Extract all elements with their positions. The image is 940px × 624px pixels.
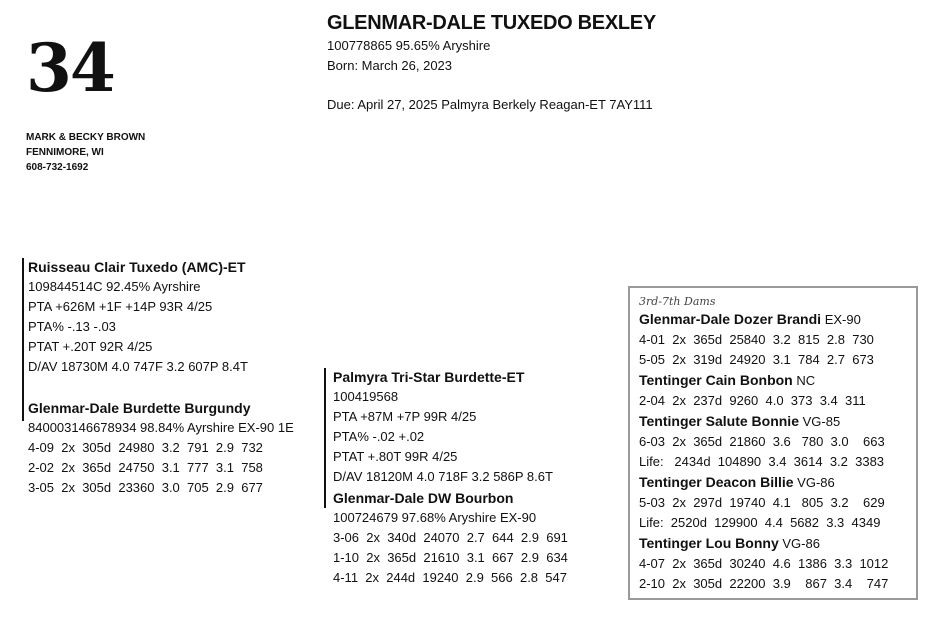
sire-line: 109844514C 92.45% Ayrshire xyxy=(28,279,201,294)
owner-city: FENNIMORE, WI xyxy=(26,147,104,158)
second-dam-line: 100724679 97.68% Aryshire EX-90 xyxy=(333,510,537,525)
additional-dams-box xyxy=(628,286,918,600)
dam-3-record: 5-05 2x 319d 24920 3.1 784 2.7 673 xyxy=(639,352,874,367)
animal-birth-date: Born: March 26, 2023 xyxy=(327,58,453,73)
dam-sire-name: Palmyra Tri-Star Burdette-ET xyxy=(333,369,525,385)
sire-line: D/AV 18730M 4.0 747F 3.2 607P 8.4T xyxy=(28,359,248,374)
dam-sire-line: PTA +87M +7P 99R 4/25 xyxy=(333,409,477,424)
dam-line: 840003146678934 98.84% Ayrshire EX-90 1E xyxy=(28,420,294,435)
animal-due-date: Due: April 27, 2025 Palmyra Berkely Reagan-ET 7AY111 xyxy=(327,97,653,112)
dam-block xyxy=(28,398,294,498)
owner-name: MARK & BECKY BROWN xyxy=(26,132,146,143)
second-dam-block xyxy=(333,488,568,588)
dam-7-record: 2-10 2x 305d 22200 3.9 867 3.4 747 xyxy=(639,576,889,591)
dam-3-score: EX-90 xyxy=(824,312,861,327)
dam-5-record: 6-03 2x 365d 21860 3.6 780 3.0 663 xyxy=(639,434,885,449)
dam-sire-line: 100419568 xyxy=(333,389,399,404)
dam-4-record: 2-04 2x 237d 9260 4.0 373 3.4 311 xyxy=(639,393,866,408)
sire-line: PTA +626M +1F +14P 93R 4/25 xyxy=(28,299,213,314)
dam-5-lifetime: Life: 2434d 104890 3.4 3614 3.2 3383 xyxy=(639,454,885,469)
animal-name: GLENMAR-DALE TUXEDO BEXLEY xyxy=(327,12,656,34)
dam-record: 2-02 2x 365d 24750 3.1 777 3.1 758 xyxy=(28,460,263,475)
dam-7-record: 4-07 2x 365d 30240 4.6 1386 3.3 1012 xyxy=(639,556,889,571)
pedigree-line-damsire-seconddam xyxy=(324,368,326,508)
dam-name: Glenmar-Dale Burdette Burgundy xyxy=(28,400,251,416)
dam-6-score: VG-86 xyxy=(797,475,835,490)
dam-sire-line: D/AV 18120M 4.0 718F 3.2 586P 8.6T xyxy=(333,469,553,484)
dam-7-score: VG-86 xyxy=(782,536,820,551)
pedigree-line-sire-dam xyxy=(22,258,24,421)
second-dam-record: 1-10 2x 365d 21610 3.1 667 2.9 634 xyxy=(333,550,568,565)
dam-6-name: Tentinger Deacon Billie xyxy=(639,474,794,490)
dam-sire-block xyxy=(333,367,553,487)
sire-name: Ruisseau Clair Tuxedo (AMC)-ET xyxy=(28,259,246,275)
dam-3-name: Glenmar-Dale Dozer Brandi xyxy=(639,311,822,327)
second-dam-record: 3-06 2x 340d 24070 2.7 644 2.9 691 xyxy=(333,530,568,545)
animal-registration: 100778865 95.65% Aryshire xyxy=(327,38,491,53)
sire-line: PTA% -.13 -.03 xyxy=(28,319,116,334)
second-dam-name: Glenmar-Dale DW Bourbon xyxy=(333,490,514,506)
dam-6-record: 5-03 2x 297d 19740 4.1 805 3.2 629 xyxy=(639,495,885,510)
owner-phone: 608-732-1692 xyxy=(26,162,89,173)
lot-number: 34 xyxy=(26,29,114,107)
second-dam-record: 4-11 2x 244d 19240 2.9 566 2.8 547 xyxy=(333,570,567,585)
dam-3-record: 4-01 2x 365d 25840 3.2 815 2.8 730 xyxy=(639,332,874,347)
dam-5-name: Tentinger Salute Bonnie xyxy=(639,413,799,429)
dam-4-score: NC xyxy=(796,373,816,388)
sire-line: PTAT +.20T 92R 4/25 xyxy=(28,339,153,354)
dam-6-lifetime: Life: 2520d 129900 4.4 5682 3.3 4349 xyxy=(639,515,881,530)
additional-dams-title: 3rd-7th Dams xyxy=(639,295,716,308)
dam-5-score: VG-85 xyxy=(802,414,841,429)
dam-4-name: Tentinger Cain Bonbon xyxy=(639,372,793,388)
dam-7-name: Tentinger Lou Bonny xyxy=(639,535,779,551)
dam-record: 3-05 2x 305d 23360 3.0 705 2.9 677 xyxy=(28,480,263,495)
dam-sire-line: PTA% -.02 +.02 xyxy=(333,429,425,444)
dam-record: 4-09 2x 305d 24980 3.2 791 2.9 732 xyxy=(28,440,263,455)
sire-block xyxy=(28,257,248,377)
consignor-info xyxy=(26,130,145,175)
dam-sire-line: PTAT +.80T 99R 4/25 xyxy=(333,449,458,464)
animal-header xyxy=(327,10,656,115)
